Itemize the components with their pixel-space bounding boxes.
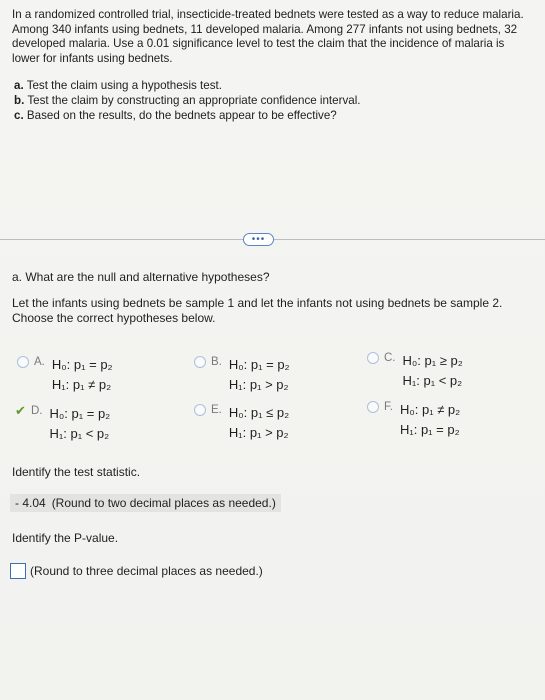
problem-statement	[12, 8, 532, 123]
option-a-h0: H₀: p₁ = p₂	[51, 357, 113, 372]
option-e-h1: H₁: p₁ > p₂	[228, 425, 289, 440]
option-e[interactable]: E. H₀: p₁ ≤ p₂ H₁: p₁ > p₂	[194, 403, 289, 443]
test-statistic-hint: (Round to two decimal places as needed.)	[51, 496, 276, 510]
p-value-input[interactable]	[10, 563, 26, 579]
option-d-h0: H₀: p₁ = p₂	[49, 406, 111, 421]
option-d-h1: H₁: p₁ < p₂	[49, 426, 110, 441]
option-a[interactable]: A. H₀: p₁ = p₂ H₁: p₁ ≠ p₂	[17, 355, 113, 395]
option-c[interactable]: C. H₀: p₁ ≥ p₂ H₁: p₁ < p₂	[367, 351, 463, 391]
part-c: c. Based on the results, do the bednets appear to be effective?	[14, 109, 337, 123]
option-f-h0: H₀: p₁ ≠ p₂	[399, 402, 461, 417]
option-c-h0: H₀: p₁ ≥ p₂	[402, 353, 463, 368]
part-a: a. Test the claim using a hypothesis test.	[14, 79, 222, 93]
problem-text: In a randomized controlled trial, insecticide-treated bednets were tested as a way to reduce malaria. Among 340 infants using bednets, 11 developed malaria. Among 277 infants not using bednets, 32 developed malaria. Use a 0.01 significance level to test the claim that the incidence of malaria is lower for infants using bednets.	[12, 8, 524, 65]
p-value-hint: (Round to three decimal places as needed.)	[30, 564, 263, 578]
option-b-h0: H₀: p₁ = p₂	[228, 357, 290, 372]
more-button[interactable]: •••	[243, 233, 274, 246]
option-c-h1: H₁: p₁ < p₂	[402, 373, 463, 388]
instruction-text: Let the infants using bednets be sample 1 and let the infants not using bednets be sample 2. Choose the correct hypotheses below.	[12, 296, 503, 325]
radio-icon[interactable]	[17, 356, 29, 368]
test-statistic-value: - 4.04	[15, 496, 46, 510]
option-f-h1: H₁: p₁ = p₂	[399, 422, 460, 437]
option-b[interactable]: B. H₀: p₁ = p₂ H₁: p₁ > p₂	[194, 355, 290, 395]
radio-icon[interactable]	[194, 404, 206, 416]
checkmark-icon: ✔	[15, 403, 26, 418]
test-statistic-answer	[10, 494, 281, 512]
radio-icon[interactable]	[194, 356, 206, 368]
test-statistic-label: Identify the test statistic.	[12, 465, 141, 479]
option-f[interactable]: F. H₀: p₁ ≠ p₂ H₁: p₁ = p₂	[367, 400, 460, 440]
problem-parts	[12, 78, 532, 123]
option-a-h1: H₁: p₁ ≠ p₂	[51, 377, 112, 392]
p-value-row	[10, 563, 263, 579]
p-value-label: Identify the P-value.	[12, 531, 119, 545]
option-e-h0: H₀: p₁ ≤ p₂	[228, 405, 290, 420]
option-b-h1: H₁: p₁ > p₂	[228, 377, 289, 392]
radio-icon[interactable]	[367, 401, 379, 413]
part-b: b. Test the claim by constructing an appropriate confidence interval.	[14, 94, 361, 108]
question-a: a. What are the null and alternative hypotheses?	[12, 270, 270, 284]
radio-icon[interactable]	[367, 352, 379, 364]
option-d[interactable]: ✔ D. H₀: p₁ = p₂ H₁: p₁ < p₂	[15, 404, 110, 444]
